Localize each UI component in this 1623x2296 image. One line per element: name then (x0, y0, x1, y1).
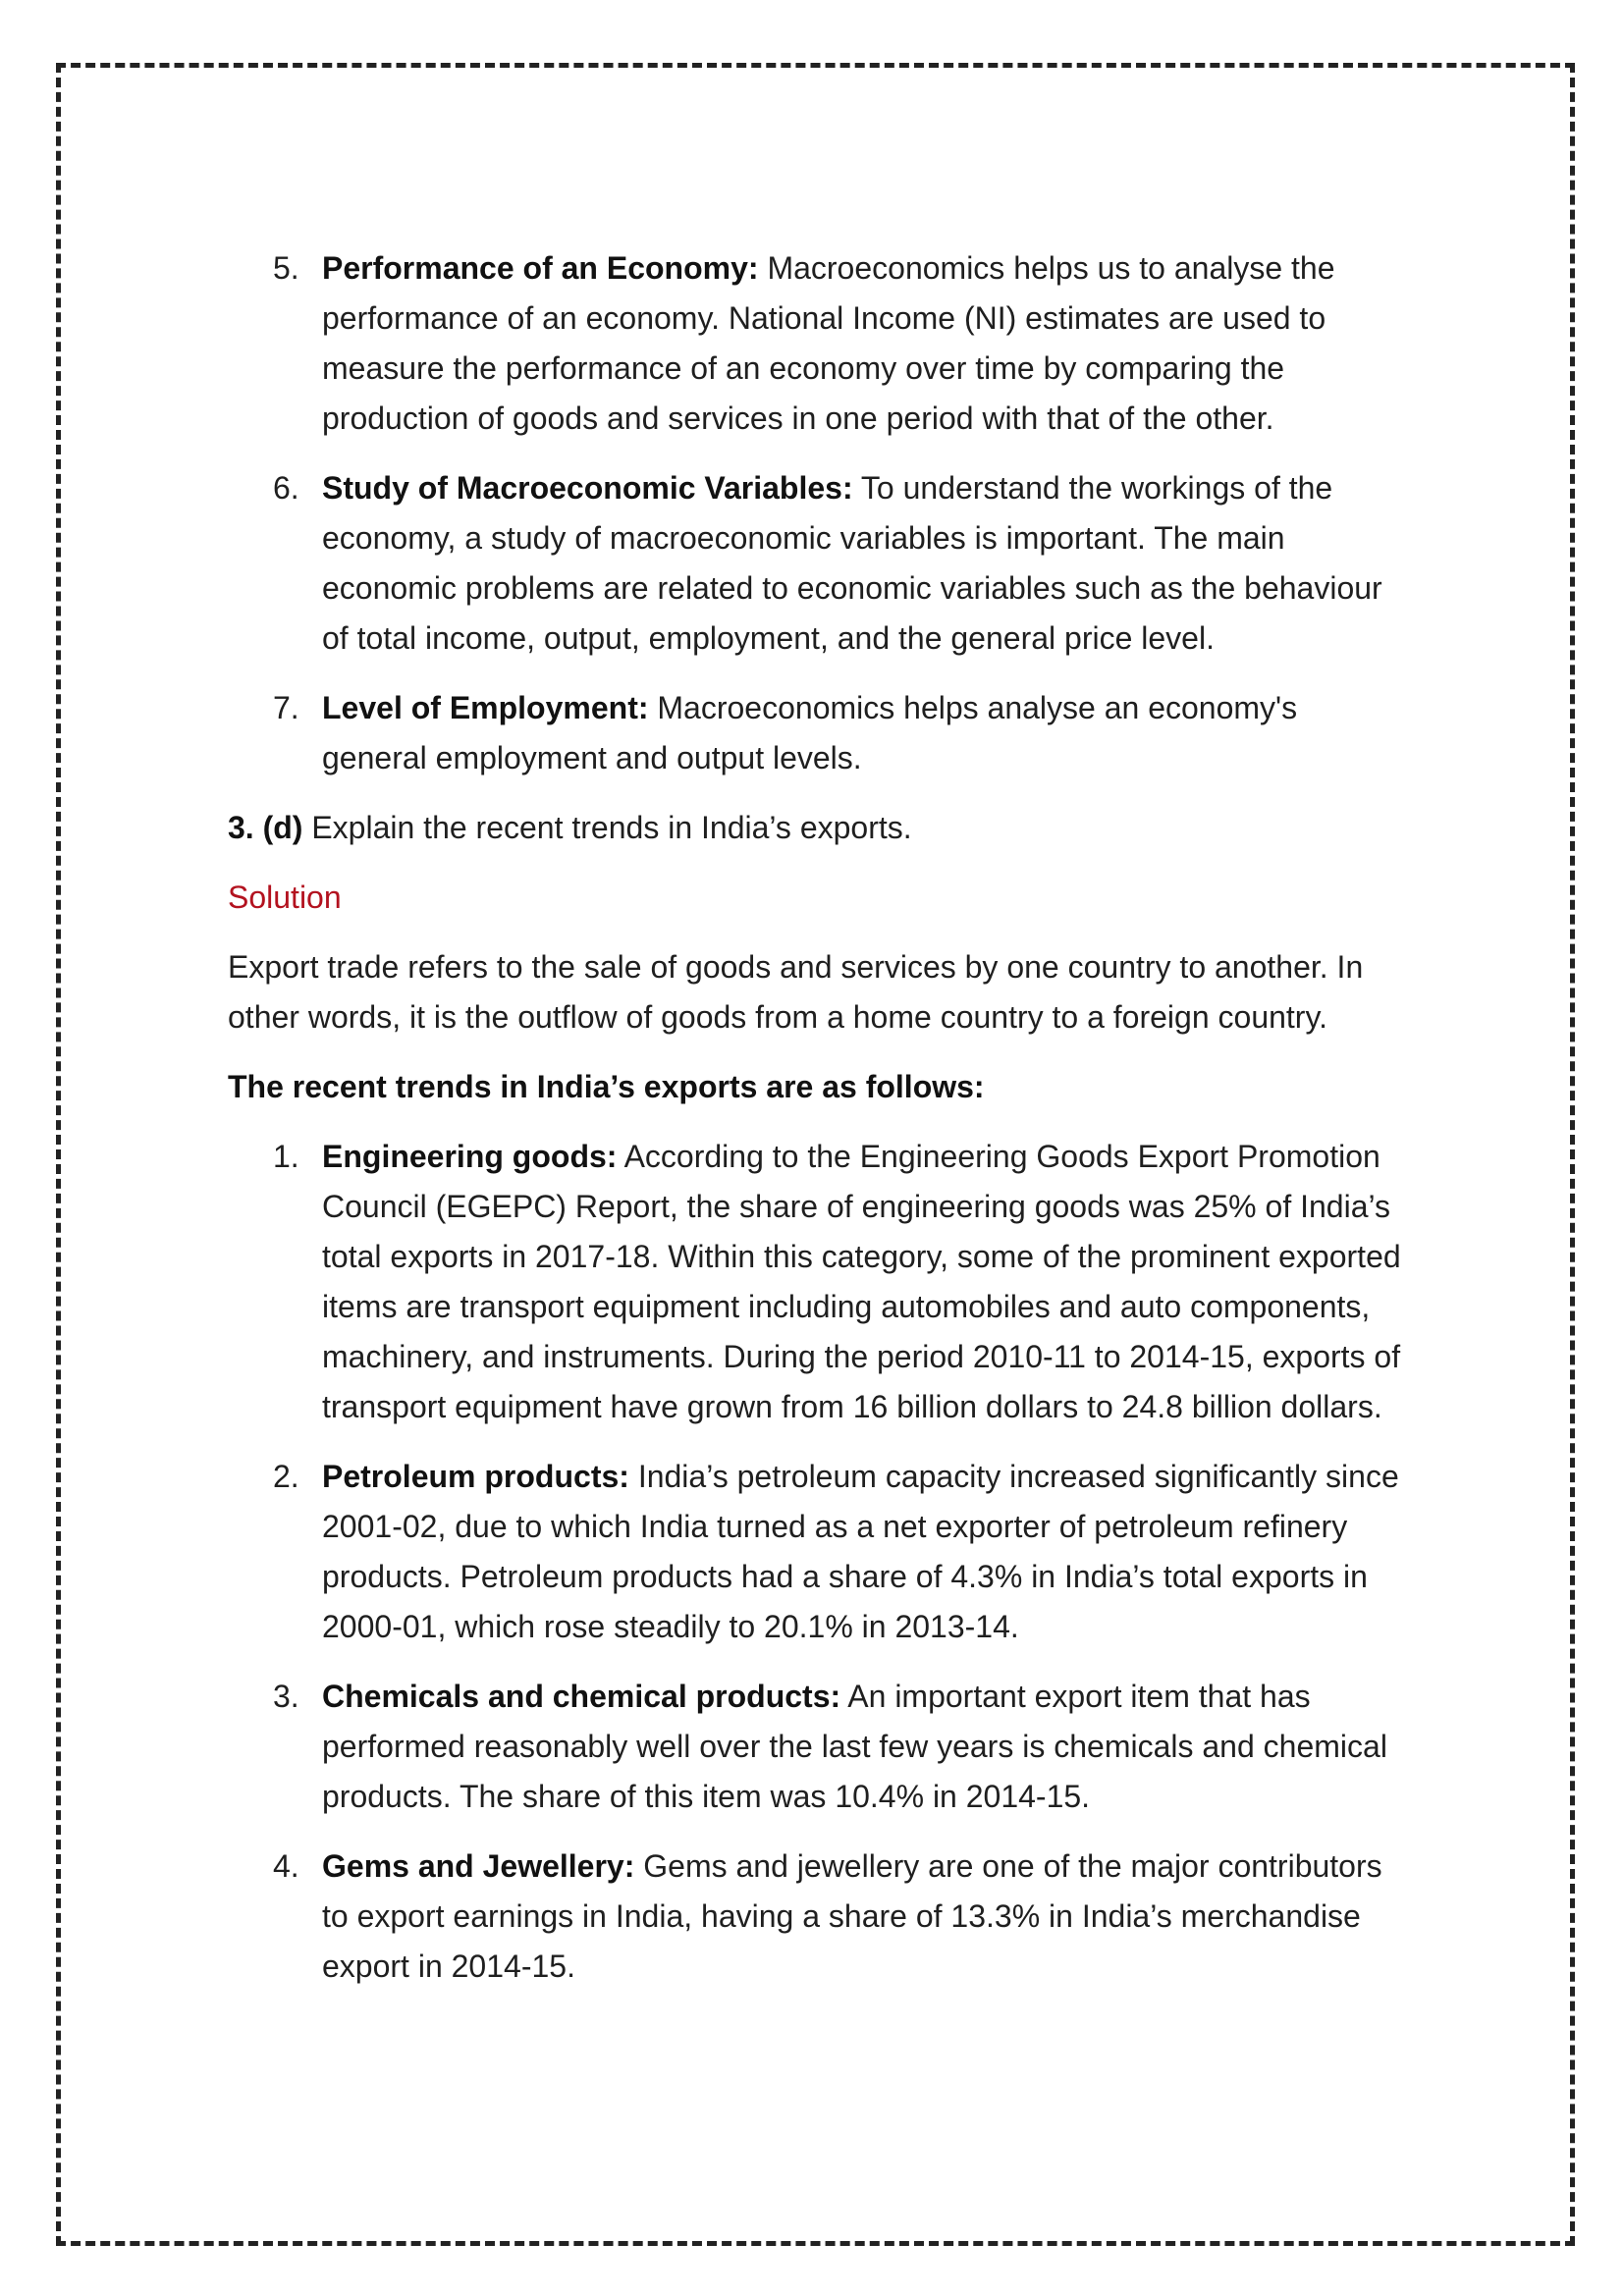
list-term: Gems and Jewellery: (322, 1848, 635, 1884)
list-item (228, 463, 1406, 664)
list-item (228, 683, 1406, 783)
list-item (228, 1672, 1406, 1822)
trends-list (228, 1132, 1406, 1992)
list-text: Macroeconomics helps analyse an economy's general employment and output levels. (322, 690, 1298, 775)
list-number: 2. (273, 1459, 299, 1494)
list-text: To understand the workings of the economy, a study of macroeconomic variables is important. The main economic problems are related to economic variables such as the behaviour of total income, output, employment, and the general price level. (322, 470, 1382, 656)
list-number: 5. (273, 250, 299, 286)
question-label: 3. (d) (228, 810, 303, 845)
list-number: 6. (273, 470, 299, 506)
question (228, 803, 1406, 853)
list-item (228, 243, 1406, 444)
list-text: Macroeconomics helps us to analyse the performance of an economy. National Income (NI) estimates are used to measure the performance of an economy over time by comparing the production of goods and services in one period with that of the other. (322, 250, 1335, 436)
list-term: Performance of an Economy: (322, 250, 759, 286)
list-term: Level of Employment: (322, 690, 649, 725)
solution-heading: Solution (228, 880, 342, 915)
list-term: Petroleum products: (322, 1459, 629, 1494)
list-text: Gems and jewellery are one of the major contributors to export earnings in India, having a share of 13.3% in India’s merchandise export in 2014-15. (322, 1848, 1382, 1984)
list-number: 3. (273, 1679, 299, 1714)
list-text: India’s petroleum capacity increased significantly since 2001-02, due to which India turned as a net exporter of petroleum refinery products. Petroleum products had a share of 4.3% in India’s total exports in 2000-01, which rose steadily to 20.1% in 2013-14. (322, 1459, 1399, 1644)
list-number: 1. (273, 1139, 299, 1174)
document-content (228, 243, 1406, 2011)
macro-points-list (228, 243, 1406, 783)
trends-heading: The recent trends in India’s exports are as follows: (228, 1069, 985, 1104)
list-number: 4. (273, 1848, 299, 1884)
list-item (228, 1132, 1406, 1432)
list-item (228, 1452, 1406, 1652)
list-item (228, 1842, 1406, 1992)
list-term: Engineering goods: (322, 1139, 618, 1174)
list-term: Study of Macroeconomic Variables: (322, 470, 853, 506)
list-text: According to the Engineering Goods Export Promotion Council (EGEPC) Report, the share of engineering goods was 25% of India’s total exports in 2017-18. Within this category, some of the prominent exported items are transport equipment including automobiles and auto components, machinery, and instruments. During the period 2010-11 to 2014-15, exports of transport equipment have grown from 16 billion dollars to 24.8 billion dollars. (322, 1139, 1401, 1424)
list-text: An important export item that has performed reasonably well over the last few years is chemicals and chemical products. The share of this item was 10.4% in 2014-15. (322, 1679, 1387, 1814)
intro-paragraph: Export trade refers to the sale of goods and services by one country to another. In other words, it is the outflow of goods from a home country to a foreign country. (228, 949, 1364, 1035)
list-term: Chemicals and chemical products: (322, 1679, 841, 1714)
list-number: 7. (273, 690, 299, 725)
question-text: Explain the recent trends in India’s exports. (302, 810, 912, 845)
